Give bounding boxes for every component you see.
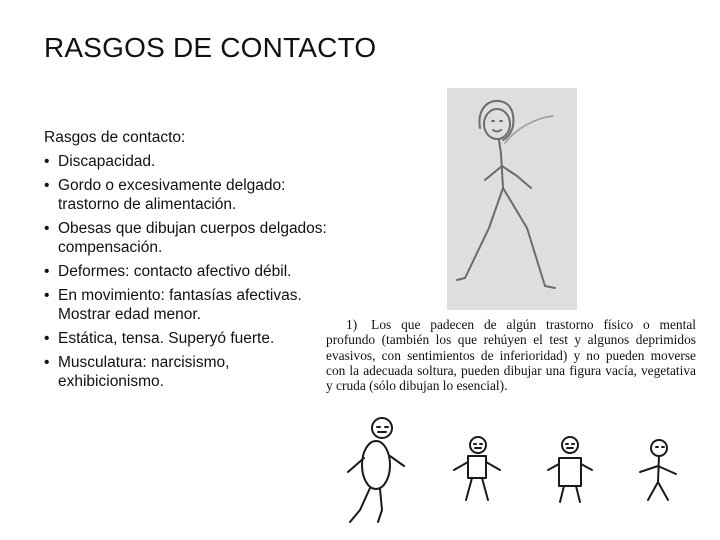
bullet-text: Deformes: contacto afectivo débil. (58, 263, 292, 280)
foot-lines (457, 278, 555, 288)
bullet-text: Musculatura: narcisismo, exhibicionismo. (58, 354, 230, 390)
content-block (44, 128, 334, 396)
bullet-item (44, 152, 334, 171)
bullet-symbol: • (44, 153, 50, 170)
figure-2 (454, 437, 500, 500)
bullet-symbol: • (44, 177, 50, 194)
lead-text: Rasgos de contacto: (44, 129, 186, 146)
bullet-text: Gordo o excesivamente delgado: trastorno de alimentación. (58, 177, 286, 213)
scan-number: 1) (346, 317, 358, 332)
figure-3 (548, 437, 592, 502)
bullet-text: Obesas que dibujan cuerpos delgados: compensación. (58, 220, 327, 256)
bullet-item (44, 353, 334, 391)
bullet-symbol: • (44, 330, 50, 347)
figure-1 (348, 418, 404, 522)
bullet-item (44, 262, 334, 281)
bullet-text: En movimiento: fantasías afectivas. Mostrar edad menor. (58, 287, 302, 323)
bullet-symbol: • (44, 263, 50, 280)
figure-4 (640, 440, 676, 500)
bullet-item (44, 286, 334, 324)
head-shape (484, 109, 510, 139)
left-leg-line (465, 188, 503, 278)
scan-paragraph: Los que padecen de algún trastorno físico o mental profundo (también los que rehúyen el test y algunos deprimidos evasivos, con sentimientos de inferioridad) y no pueden moverse con la adecuada soltura, pueden dibujar una figura vacía, vegetativa y cruda (sólo dibujan lo esencial). (326, 317, 696, 394)
slide-title: RASGOS DE CONTACTO (44, 32, 377, 63)
figures-svg (330, 410, 700, 530)
pencil-figure-svg (447, 88, 577, 310)
bullet-item (44, 176, 334, 214)
bullet-text: Discapacidad. (58, 153, 156, 170)
bullet-list (44, 152, 334, 391)
right-leg-line (503, 188, 545, 286)
neck-body-line (499, 140, 503, 188)
bullet-symbol: • (44, 220, 50, 237)
bullet-item (44, 219, 334, 257)
arms-line (485, 166, 531, 188)
bullet-text: Estática, tensa. Superyó fuerte. (58, 330, 275, 347)
face-marks (492, 121, 502, 132)
bullet-symbol: • (44, 354, 50, 371)
scanned-text (326, 317, 696, 393)
walking-figure-drawing (447, 88, 577, 310)
bullet-symbol: • (44, 287, 50, 304)
figure-examples (330, 410, 700, 530)
bullet-item (44, 329, 334, 348)
